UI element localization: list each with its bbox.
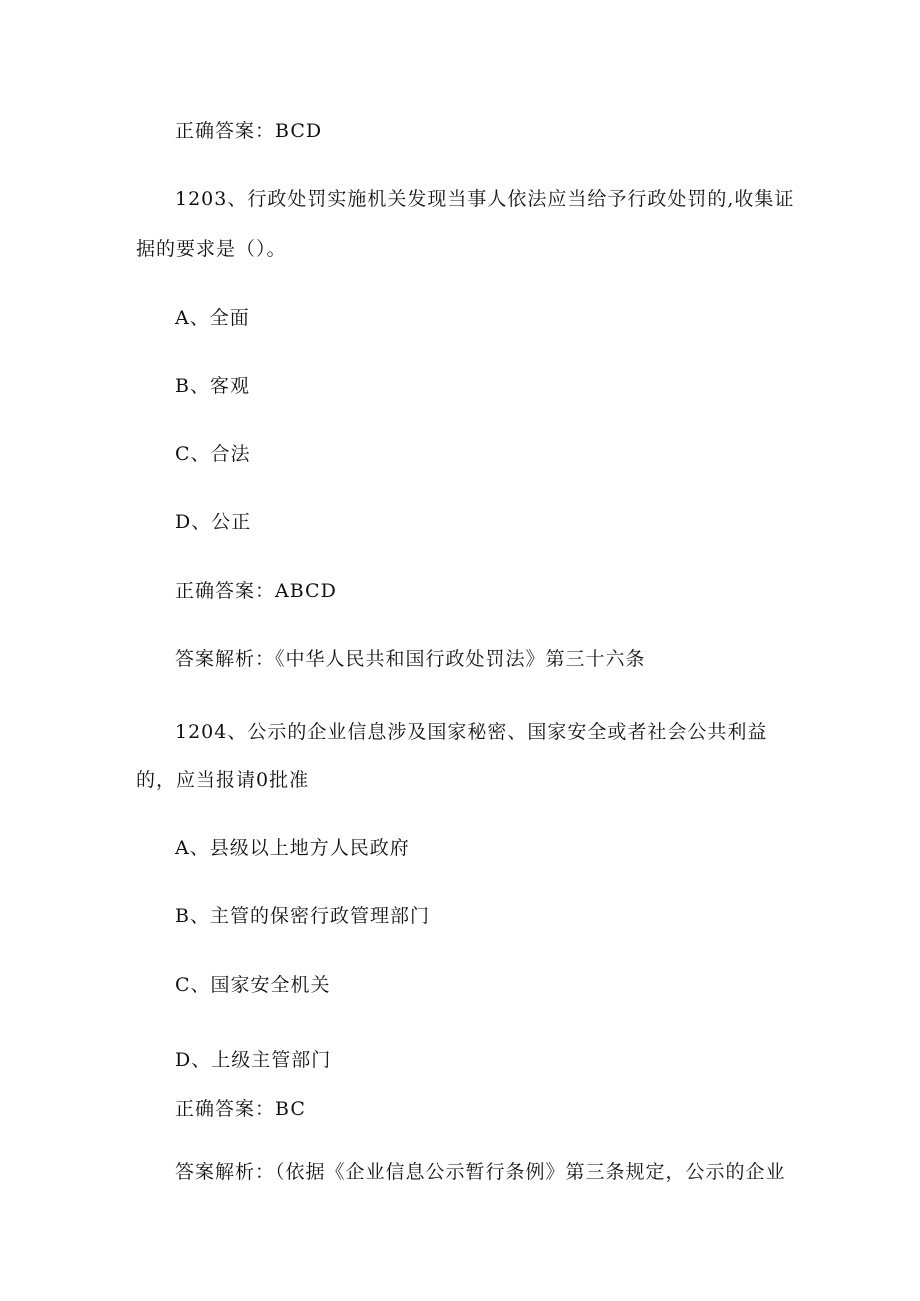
q1204-option-c: C、国家安全机关: [175, 974, 331, 996]
q1203-option-d: D、公正: [175, 511, 252, 533]
q1203-option-a: A、全面: [175, 307, 250, 329]
q1204-stem-line2: 的，应当报请0批准: [136, 769, 310, 791]
q1204-option-d: D、上级主管部门: [175, 1049, 332, 1071]
q1204-stem-line1: 1204、公示的企业信息涉及国家秘密、国家安全或者社会公共利益: [175, 721, 768, 743]
q1202-answer: 正确答案：BCD: [175, 120, 323, 142]
q1204-analysis: 答案解析：（依据《企业信息公示暂行条例》第三条规定，公示的企业: [175, 1161, 786, 1183]
q1203-stem-line1: 1203、行政处罚实施机关发现当事人依法应当给予行政处罚的,收集证: [175, 188, 795, 210]
q1203-answer: 正确答案：ABCD: [175, 580, 337, 602]
q1203-option-c: C、合法: [175, 443, 251, 465]
q1203-option-b: B、客观: [175, 375, 250, 397]
q1204-answer: 正确答案：BC: [175, 1098, 306, 1120]
q1203-analysis: 答案解析：《中华人民共和国行政处罚法》第三十六条: [175, 648, 646, 670]
q1204-option-b: B、主管的保密行政管理部门: [175, 905, 430, 927]
q1204-option-a: A、县级以上地方人民政府: [175, 837, 410, 859]
q1203-stem-line2: 据的要求是（）。: [136, 238, 287, 260]
